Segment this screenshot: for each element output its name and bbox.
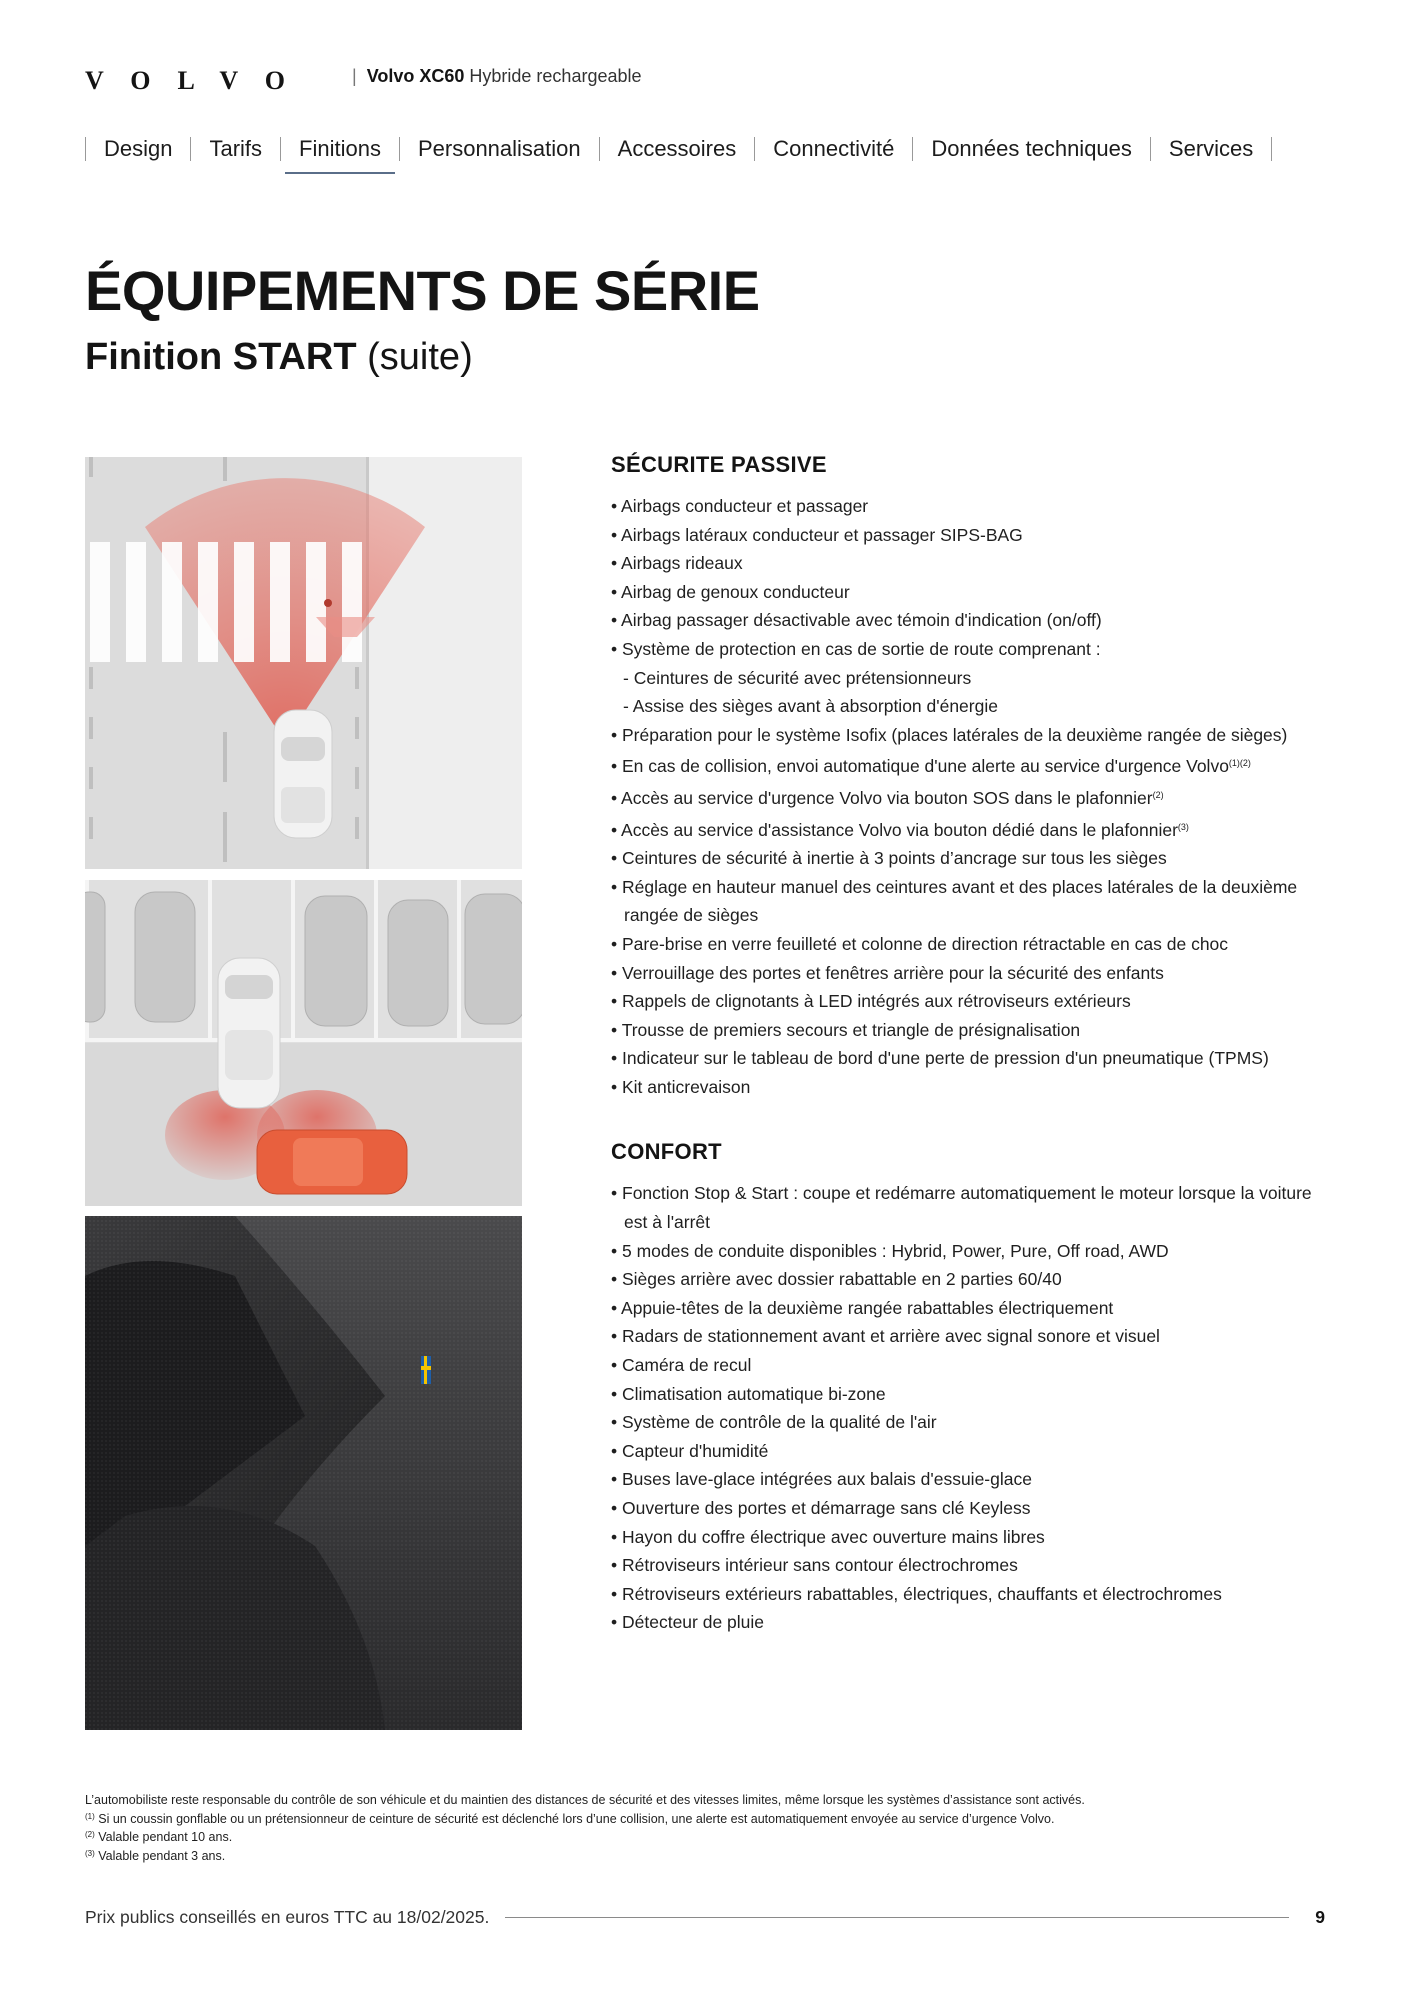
list-item: [611, 1523, 1331, 1552]
list-item-text: Airbags latéraux conducteur et passager SIPS-BAG: [621, 524, 1023, 545]
comfort-title: CONFORT: [611, 1139, 722, 1165]
model-suffix: Hybride rechargeable: [469, 66, 642, 86]
comfort-list: [611, 1179, 1331, 1637]
list-item: [611, 692, 1331, 721]
list-item: [611, 1494, 1331, 1523]
tab-tarifs[interactable]: Tarifs: [209, 136, 263, 161]
list-item: [611, 844, 1331, 873]
list-item-text: Trousse de premiers secours et triangle de présignalisation: [621, 1019, 1081, 1040]
list-item-text: Pare-brise en verre feuilleté et colonne de direction rétractable en cas de choc: [622, 933, 1229, 954]
list-item-text: Appuie-têtes de la deuxième rangée rabattables électriquement: [621, 1297, 1114, 1318]
list-item: [611, 635, 1331, 664]
list-item: [611, 721, 1331, 750]
reversing-white-car: [218, 958, 280, 1108]
list-item-text: Buses lave-glace intégrées aux balais d'essuie-glace: [622, 1469, 1032, 1490]
list-item-text: Préparation pour le système Isofix (places latérales de la deuxième rangée de sièges): [622, 724, 1288, 745]
page-footer: [85, 1907, 1325, 1928]
list-item: [611, 578, 1331, 607]
footer-rule: [505, 1917, 1289, 1918]
list-item: [611, 549, 1331, 578]
list-item: [611, 1044, 1331, 1073]
list-item: [611, 959, 1331, 988]
list-item-text: Airbags rideaux: [621, 553, 743, 574]
tab-services[interactable]: Services: [1168, 136, 1254, 161]
subtitle-bold: Finition START: [85, 336, 357, 378]
list-item-text: Airbags conducteur et passager: [621, 496, 869, 516]
footnote: [85, 1809, 1085, 1828]
fabric-texture: [85, 1216, 522, 1730]
list-item-text: Ceintures de sécurité à inertie à 3 points d’ancrage sur tous les sièges: [622, 848, 1167, 869]
list-item-text: Climatisation automatique bi-zone: [622, 1383, 886, 1404]
price-note: Prix publics conseillés en euros TTC au 18/02/2025.: [85, 1907, 490, 1927]
list-item: [611, 930, 1331, 959]
list-item: [611, 1265, 1331, 1294]
footnote: [85, 1846, 1085, 1865]
white-car: [274, 710, 332, 838]
list-item-text: Système de contrôle de la qualité de l'air: [622, 1412, 937, 1433]
list-item: [611, 492, 1331, 521]
pedestrian-icon: [324, 599, 332, 607]
footnote-mark: (2): [85, 1830, 95, 1839]
seat-svg: [85, 1216, 522, 1730]
nav-divider: [1271, 137, 1272, 161]
list-item-text: Sièges arrière avec dossier rabattable en 2 parties 60/40: [622, 1269, 1062, 1290]
list-item-text: Accès au service d'urgence Volvo via bouton SOS dans le plafonnier: [621, 787, 1153, 808]
brand-line: [352, 66, 642, 87]
list-item: [611, 606, 1331, 635]
list-item: [611, 1073, 1331, 1102]
brand-separator: |: [352, 66, 357, 86]
list-item-text: Hayon du coffre électrique avec ouverture mains libres: [622, 1526, 1045, 1547]
list-item-text: Rappels de clignotants à LED intégrés aux rétroviseurs extérieurs: [622, 991, 1131, 1012]
list-item: [611, 1179, 1331, 1236]
list-item: [611, 1408, 1331, 1437]
list-item-text: Rétroviseurs extérieurs rabattables, électriques, chauffants et électrochromes: [622, 1583, 1222, 1604]
list-item: [611, 1322, 1331, 1351]
list-item-text: Système de protection en cas de sortie de route comprenant :: [622, 638, 1101, 659]
list-item-text: Indicateur sur le tableau de bord d'une perte de pression d'un pneumatique (TPMS): [622, 1048, 1269, 1069]
footnotes: [85, 1792, 1085, 1864]
list-item: [611, 1580, 1331, 1609]
list-item: [611, 521, 1331, 550]
list-item-text: En cas de collision, envoi automatique d'une alerte au service d'urgence Volvo: [622, 756, 1229, 777]
list-item: [611, 781, 1331, 813]
list-item: [611, 813, 1331, 845]
equipment-content: [611, 452, 1331, 1637]
list-item-text: Fonction Stop & Start : coupe et redémarre automatiquement le moteur lorsque la voiture est à l'arrêt: [622, 1183, 1312, 1233]
page-number: 9: [1315, 1907, 1325, 1927]
tab-personnalisation[interactable]: Personnalisation: [417, 136, 581, 161]
list-item-text: - Assise des sièges avant à absorption d'énergie: [623, 696, 998, 716]
list-item-text: Caméra de recul: [622, 1355, 752, 1376]
main-nav: [85, 134, 1272, 164]
list-item-text: Réglage en hauteur manuel des ceintures avant et des places latérales de la deuxième rangée de sièges: [622, 876, 1298, 926]
footnote-ref: (3): [1177, 821, 1189, 832]
list-item-text: Détecteur de pluie: [622, 1612, 765, 1633]
list-item: [611, 1465, 1331, 1494]
pedestrian-detection-svg: [85, 457, 522, 869]
list-item: [611, 1437, 1331, 1466]
passive-safety-title: SÉCURITE PASSIVE: [611, 452, 827, 477]
list-item-text: - Ceintures de sécurité avec prétensionneurs: [623, 668, 971, 688]
section-gap: [611, 1101, 1331, 1139]
footnote-ref: (2): [1152, 789, 1164, 800]
list-item: [611, 749, 1331, 781]
tab-accessoires[interactable]: Accessoires: [617, 136, 737, 161]
parking-cross-traffic-illustration: [85, 880, 522, 1206]
list-item: [611, 1380, 1331, 1409]
page-title: ÉQUIPEMENTS DE SÉRIE: [85, 259, 760, 322]
footnote-ref: (1)(2): [1228, 758, 1251, 769]
footnote-mark: (1): [85, 1811, 95, 1821]
tab-finitions[interactable]: Finitions: [281, 134, 399, 164]
list-item-text: Kit anticrevaison: [622, 1076, 751, 1097]
list-item-text: Accès au service d'assistance Volvo via bouton dédié dans le plafonnier: [621, 819, 1178, 840]
footnote-text: Si un coussin gonflable ou un prétensionneur de ceinture de sécurité est déclenché lors d’une collision, une alerte est automatiquement envoyée au service d’urgence Volvo.: [98, 1811, 1055, 1826]
volvo-logo[interactable]: VOLVO: [85, 66, 312, 95]
seat-fabric-photo: [85, 1216, 522, 1730]
orange-car: [257, 1130, 407, 1194]
model-name: Volvo XC60: [366, 66, 465, 86]
list-item: [611, 1016, 1331, 1045]
tab-donn-es-techniques[interactable]: Données techniques: [931, 136, 1132, 161]
disclaimer: L’automobiliste reste responsable du contrôle de son véhicule et du maintien des distances de sécurité et des vitesses limites, même lorsque les systèmes d’assistance sont activés.: [85, 1793, 1085, 1807]
list-item: [611, 1551, 1331, 1580]
list-item: [611, 1351, 1331, 1380]
list-item-text: Verrouillage des portes et fenêtres arrière pour la sécurité des enfants: [622, 962, 1164, 983]
list-item: [611, 873, 1331, 930]
list-item: [611, 987, 1331, 1016]
list-item-text: Ouverture des portes et démarrage sans clé Keyless: [622, 1498, 1031, 1518]
list-item: [611, 1237, 1331, 1266]
pedestrian-detection-illustration: [85, 457, 522, 869]
list-item-text: Airbag de genoux conducteur: [621, 581, 850, 602]
subtitle-light: (suite): [367, 336, 473, 378]
list-item-text: Radars de stationnement avant et arrière avec signal sonore et visuel: [622, 1326, 1160, 1347]
list-item-text: Capteur d'humidité: [622, 1440, 769, 1461]
list-item: [611, 1608, 1331, 1637]
footnote-mark: (3): [85, 1848, 95, 1858]
list-item: [611, 664, 1331, 693]
passive-safety-list: [611, 492, 1331, 1101]
footnote-list: [85, 1809, 1085, 1865]
list-item-text: 5 modes de conduite disponibles : Hybrid, Power, Pure, Off road, AWD: [622, 1240, 1169, 1261]
footnote-text: Valable pendant 3 ans.: [98, 1848, 226, 1863]
swedish-flag-tag: [421, 1356, 431, 1384]
list-item-text: Rétroviseurs intérieur sans contour électrochromes: [622, 1555, 1018, 1576]
tab-connectivit-[interactable]: Connectivité: [773, 136, 895, 161]
tab-design[interactable]: Design: [104, 136, 173, 161]
footnote-text: Valable pendant 10 ans.: [98, 1830, 233, 1844]
list-item-text: Airbag passager désactivable avec témoin d'indication (on/off): [621, 610, 1102, 631]
parking-svg: [85, 880, 522, 1206]
list-item: [611, 1294, 1331, 1323]
footnote: [85, 1827, 1085, 1846]
page-subtitle: [85, 336, 473, 379]
